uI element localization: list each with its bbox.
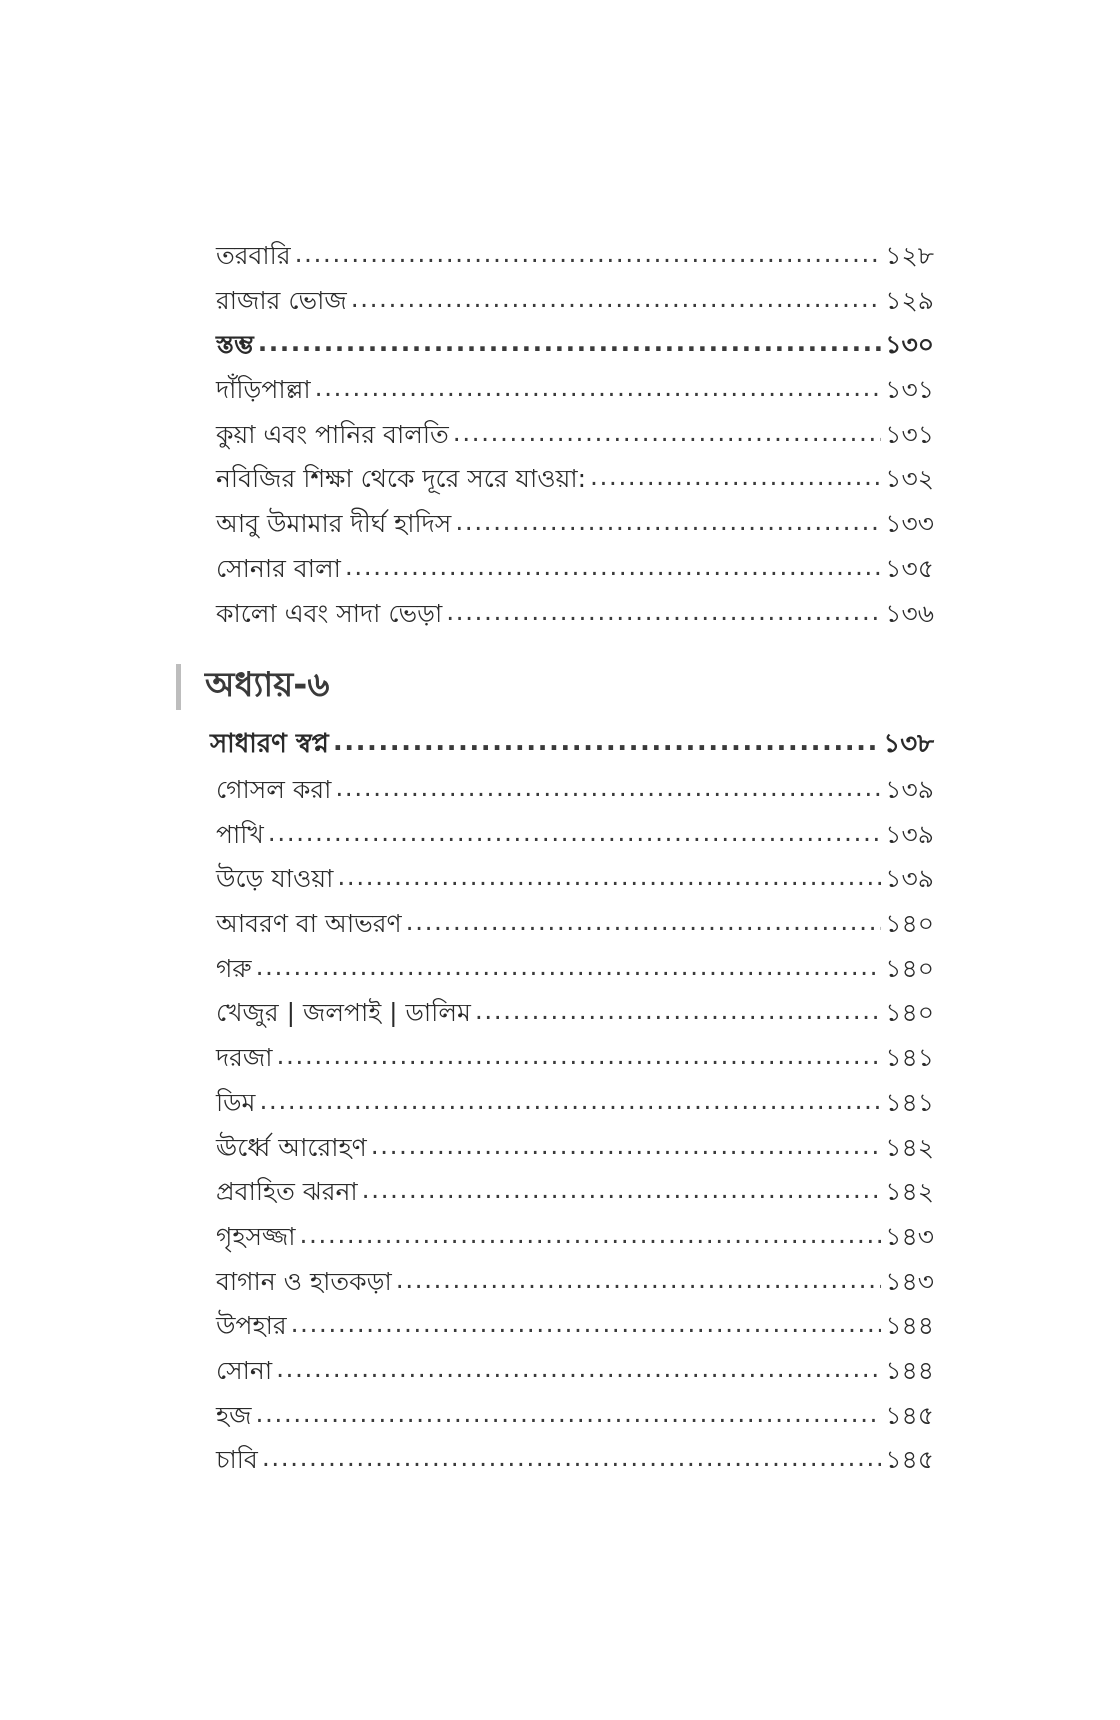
toc-entry bbox=[216, 547, 934, 592]
toc-entry-title: বাগান ও হাতকড়া bbox=[216, 1266, 392, 1296]
toc-entry-title: স্তম্ভ bbox=[216, 330, 254, 360]
toc-entry bbox=[216, 368, 934, 413]
toc-entry-page: ১৩৯ bbox=[885, 864, 934, 894]
dot-leader bbox=[256, 945, 882, 990]
toc-entry-title: গোসল করা bbox=[216, 775, 332, 804]
toc-entry-title: আবরণ বা আভরণ bbox=[216, 909, 402, 939]
toc-entry-page: ১৪১ bbox=[885, 1043, 934, 1073]
toc-entry bbox=[216, 1036, 934, 1081]
toc-entry bbox=[216, 857, 934, 902]
dot-leader bbox=[396, 1258, 882, 1303]
dot-leader bbox=[406, 900, 882, 945]
toc-entry-title: পাখি bbox=[216, 819, 264, 849]
dot-leader bbox=[337, 855, 881, 900]
toc-entry-title: দরজা bbox=[216, 1043, 273, 1073]
toc-entry-title: দাঁড়িপাল্লা bbox=[216, 375, 311, 405]
chapter-title: অধ্যায়-৬ bbox=[205, 664, 330, 705]
toc-entry-page: ১৩৩ bbox=[885, 509, 934, 539]
toc-section-1 bbox=[216, 234, 934, 636]
toc-entry-title: সোনা bbox=[216, 1355, 273, 1385]
toc-entry-title: প্রবাহিত ঝরনা bbox=[216, 1177, 358, 1207]
chapter-accent-bar bbox=[176, 664, 181, 710]
toc-entry-title: নবিজির শিক্ষা থেকে দূরে সরে যাওয়া: bbox=[216, 464, 587, 494]
toc-entry bbox=[216, 323, 934, 368]
toc-entry bbox=[216, 1438, 934, 1483]
toc-entry-page: ১৪৫ bbox=[885, 1445, 934, 1475]
toc-entry-title: রাজার ভোজ bbox=[216, 285, 347, 315]
toc-entry bbox=[216, 991, 934, 1036]
toc-entry-title: আবু উমামার দীর্ঘ হাদিস bbox=[216, 509, 452, 539]
toc-entry bbox=[216, 813, 934, 858]
dot-leader bbox=[345, 545, 881, 590]
toc-entry bbox=[216, 1215, 934, 1260]
toc-entry bbox=[216, 279, 934, 324]
toc-entry-title: গৃহসজ্জা bbox=[216, 1221, 296, 1251]
toc-entry bbox=[216, 1260, 934, 1305]
toc-entry bbox=[216, 1349, 934, 1394]
toc-entry-page: ১৩২ bbox=[885, 464, 934, 494]
toc-entry-page: ১২৯ bbox=[885, 285, 934, 315]
toc-entry-page: ১৪০ bbox=[885, 998, 934, 1028]
toc-entry-page: ১৩৯ bbox=[885, 775, 934, 804]
dot-leader bbox=[262, 1436, 882, 1481]
dot-leader bbox=[371, 1124, 882, 1169]
toc-entry bbox=[216, 947, 934, 992]
dot-leader bbox=[256, 1392, 882, 1437]
dot-leader bbox=[259, 1079, 881, 1124]
toc-entry-page: ১৩১ bbox=[885, 419, 934, 449]
toc-entry-page: ১৩৮ bbox=[883, 729, 934, 759]
dot-leader bbox=[258, 321, 882, 366]
toc-entry-page: ১৩০ bbox=[885, 330, 934, 360]
toc-entry-page: ১৪৪ bbox=[885, 1311, 934, 1341]
toc-entry bbox=[216, 1304, 934, 1349]
toc-entry-page: ১৪৩ bbox=[885, 1221, 934, 1251]
toc-entry-title: সোনার বালা bbox=[216, 553, 341, 583]
toc-entry-page: ১২৮ bbox=[885, 241, 934, 270]
toc-entry-page: ১৪২ bbox=[885, 1132, 934, 1162]
toc-entry bbox=[216, 502, 934, 547]
toc-entry-title: তরবারি bbox=[216, 241, 291, 270]
toc-entry bbox=[216, 1081, 934, 1126]
dot-leader bbox=[590, 455, 881, 500]
toc-entry-title: ডিম bbox=[216, 1087, 256, 1117]
dot-leader bbox=[276, 1347, 881, 1392]
toc-entry-page: ১৩১ bbox=[885, 375, 934, 405]
toc-entry-title: কালো এবং সাদা ভেড়া bbox=[216, 598, 443, 628]
toc-entry bbox=[216, 1126, 934, 1171]
dot-leader bbox=[446, 590, 881, 635]
toc-entry-page: ১৩৯ bbox=[885, 819, 934, 849]
toc-entry bbox=[216, 902, 934, 947]
dot-leader bbox=[362, 1168, 882, 1213]
toc-entry-title: উপহার bbox=[216, 1311, 287, 1341]
toc-entry-title: কুয়া এবং পানির বালতি bbox=[216, 419, 449, 449]
dot-leader bbox=[453, 411, 882, 456]
toc-entry-title: ঊর্ধ্বে আরোহণ bbox=[216, 1132, 367, 1162]
toc-entry-title: চাবি bbox=[216, 1445, 258, 1475]
dot-leader bbox=[475, 989, 881, 1034]
toc-entry-title: উড়ে যাওয়া bbox=[216, 864, 334, 894]
toc-entry bbox=[216, 457, 934, 502]
toc-entry-title: খেজুর | জলপাই | ডালিম bbox=[216, 998, 471, 1028]
dot-leader bbox=[300, 1213, 882, 1258]
toc-entry bbox=[216, 592, 934, 637]
toc-entry-page: ১৩৫ bbox=[885, 553, 934, 583]
toc-entry-page: ১৪০ bbox=[885, 909, 934, 939]
toc-entry-title: হজ bbox=[216, 1400, 252, 1430]
dot-leader bbox=[315, 366, 882, 411]
toc-entry-page: ১৪৪ bbox=[885, 1355, 934, 1385]
toc-entry bbox=[216, 1394, 934, 1439]
toc-entry bbox=[216, 234, 934, 279]
toc-entry-title: গরু bbox=[216, 953, 252, 983]
dot-leader bbox=[268, 811, 882, 856]
toc-entry-page: ১৪২ bbox=[885, 1177, 934, 1207]
toc-entry-page: ১৪৩ bbox=[885, 1266, 934, 1296]
toc-entry-page: ১৪০ bbox=[885, 953, 934, 983]
toc-entry-page: ১৪১ bbox=[885, 1087, 934, 1117]
dot-leader bbox=[291, 1302, 882, 1347]
dot-leader bbox=[333, 718, 880, 766]
dot-leader bbox=[335, 766, 881, 811]
toc-entry-page: ১৩৬ bbox=[885, 598, 934, 628]
toc-entry bbox=[216, 768, 934, 813]
dot-leader bbox=[295, 232, 882, 277]
toc-entry-page: ১৪৫ bbox=[885, 1400, 934, 1430]
chapter-heading bbox=[176, 662, 329, 712]
toc-entry-title: সাধারণ স্বপ্ন bbox=[210, 729, 329, 759]
dot-leader bbox=[455, 500, 881, 545]
toc-entry bbox=[216, 413, 934, 458]
dot-leader bbox=[277, 1034, 882, 1079]
dot-leader bbox=[351, 277, 882, 322]
toc-entry bbox=[216, 1170, 934, 1215]
toc-lead-entry bbox=[210, 720, 934, 768]
toc-section-2 bbox=[210, 720, 934, 1483]
